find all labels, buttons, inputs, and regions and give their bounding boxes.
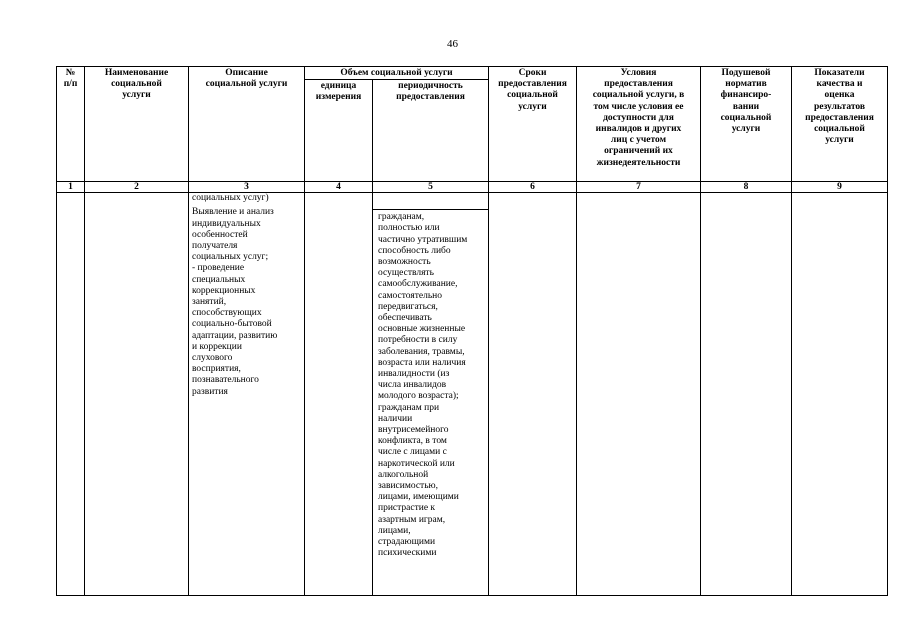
cell-funding-standard [701, 193, 792, 596]
description-text: Выявление и анализ индивидуальных особенностей получателя социальных услуг; - проведение специальных коррекционных занятий, способствующих социально-бытовой адаптации, развитию и коррекции слухового восприятия, познавательного развития [192, 207, 278, 397]
column-number: 1 [57, 182, 85, 193]
header-quality-indicators: Показатели качества и оценка результатов предоставления социальной услуги [792, 67, 888, 182]
cell-service-conditions [577, 193, 701, 596]
header-number: № п/п [57, 67, 85, 182]
column-number: 3 [189, 182, 305, 193]
header-service-conditions: Условия предоставления социальной услуги, в том числе условия ее доступности для инвалидов и других лиц с учетом ограничений их жизнедеятельности [577, 67, 701, 182]
header-unit: единица измерения [305, 80, 373, 182]
column-number: 5 [373, 182, 489, 193]
header-service-terms: Сроки предоставления социальной услуги [489, 67, 577, 182]
cell-number [57, 193, 85, 596]
column-number: 8 [701, 182, 792, 193]
column-number: 4 [305, 182, 373, 193]
cell-service-terms [489, 193, 577, 596]
column-number: 9 [792, 182, 888, 193]
header-funding-standard: Подушевой норматив финансиро- вании социальной услуги [701, 67, 792, 182]
header-frequency: периодичность предоставления [373, 80, 489, 182]
page-number: 46 [447, 38, 458, 50]
header-volume-group: Объем социальной услуги [305, 67, 489, 80]
description-continuation: социальных услуг) [192, 193, 269, 204]
cell-unit [305, 193, 373, 596]
column-numbers-row [57, 182, 888, 193]
column-number: 7 [577, 182, 701, 193]
header-service-name: Наименование социальной услуги [85, 67, 189, 182]
frequency-text: гражданам, полностью или частично утратившим способность либо возможность осуществлять самообслуживание, самостоятельно передвигаться, обеспечивать основные жизненные потребности в силу заболевания, травмы, возраста или наличия инвалидности (из числа инвалидов молодого возраста); гражданам при наличии внутрисемейного конфликта, в том числе с лицами с наркотической или алкогольной зависимостью, лицами, имеющими пристрастие к азартным играм, лицами, страдающими психическими [373, 209, 488, 559]
cell-frequency [373, 193, 489, 596]
cell-quality-indicators [792, 193, 888, 596]
table-row [57, 193, 888, 596]
social-services-table [56, 66, 888, 596]
header-service-description: Описание социальной услуги [189, 67, 305, 182]
cell-service-name [85, 193, 189, 596]
header-row-1 [57, 67, 888, 80]
cell-service-description [189, 193, 305, 596]
column-number: 2 [85, 182, 189, 193]
column-number: 6 [489, 182, 577, 193]
